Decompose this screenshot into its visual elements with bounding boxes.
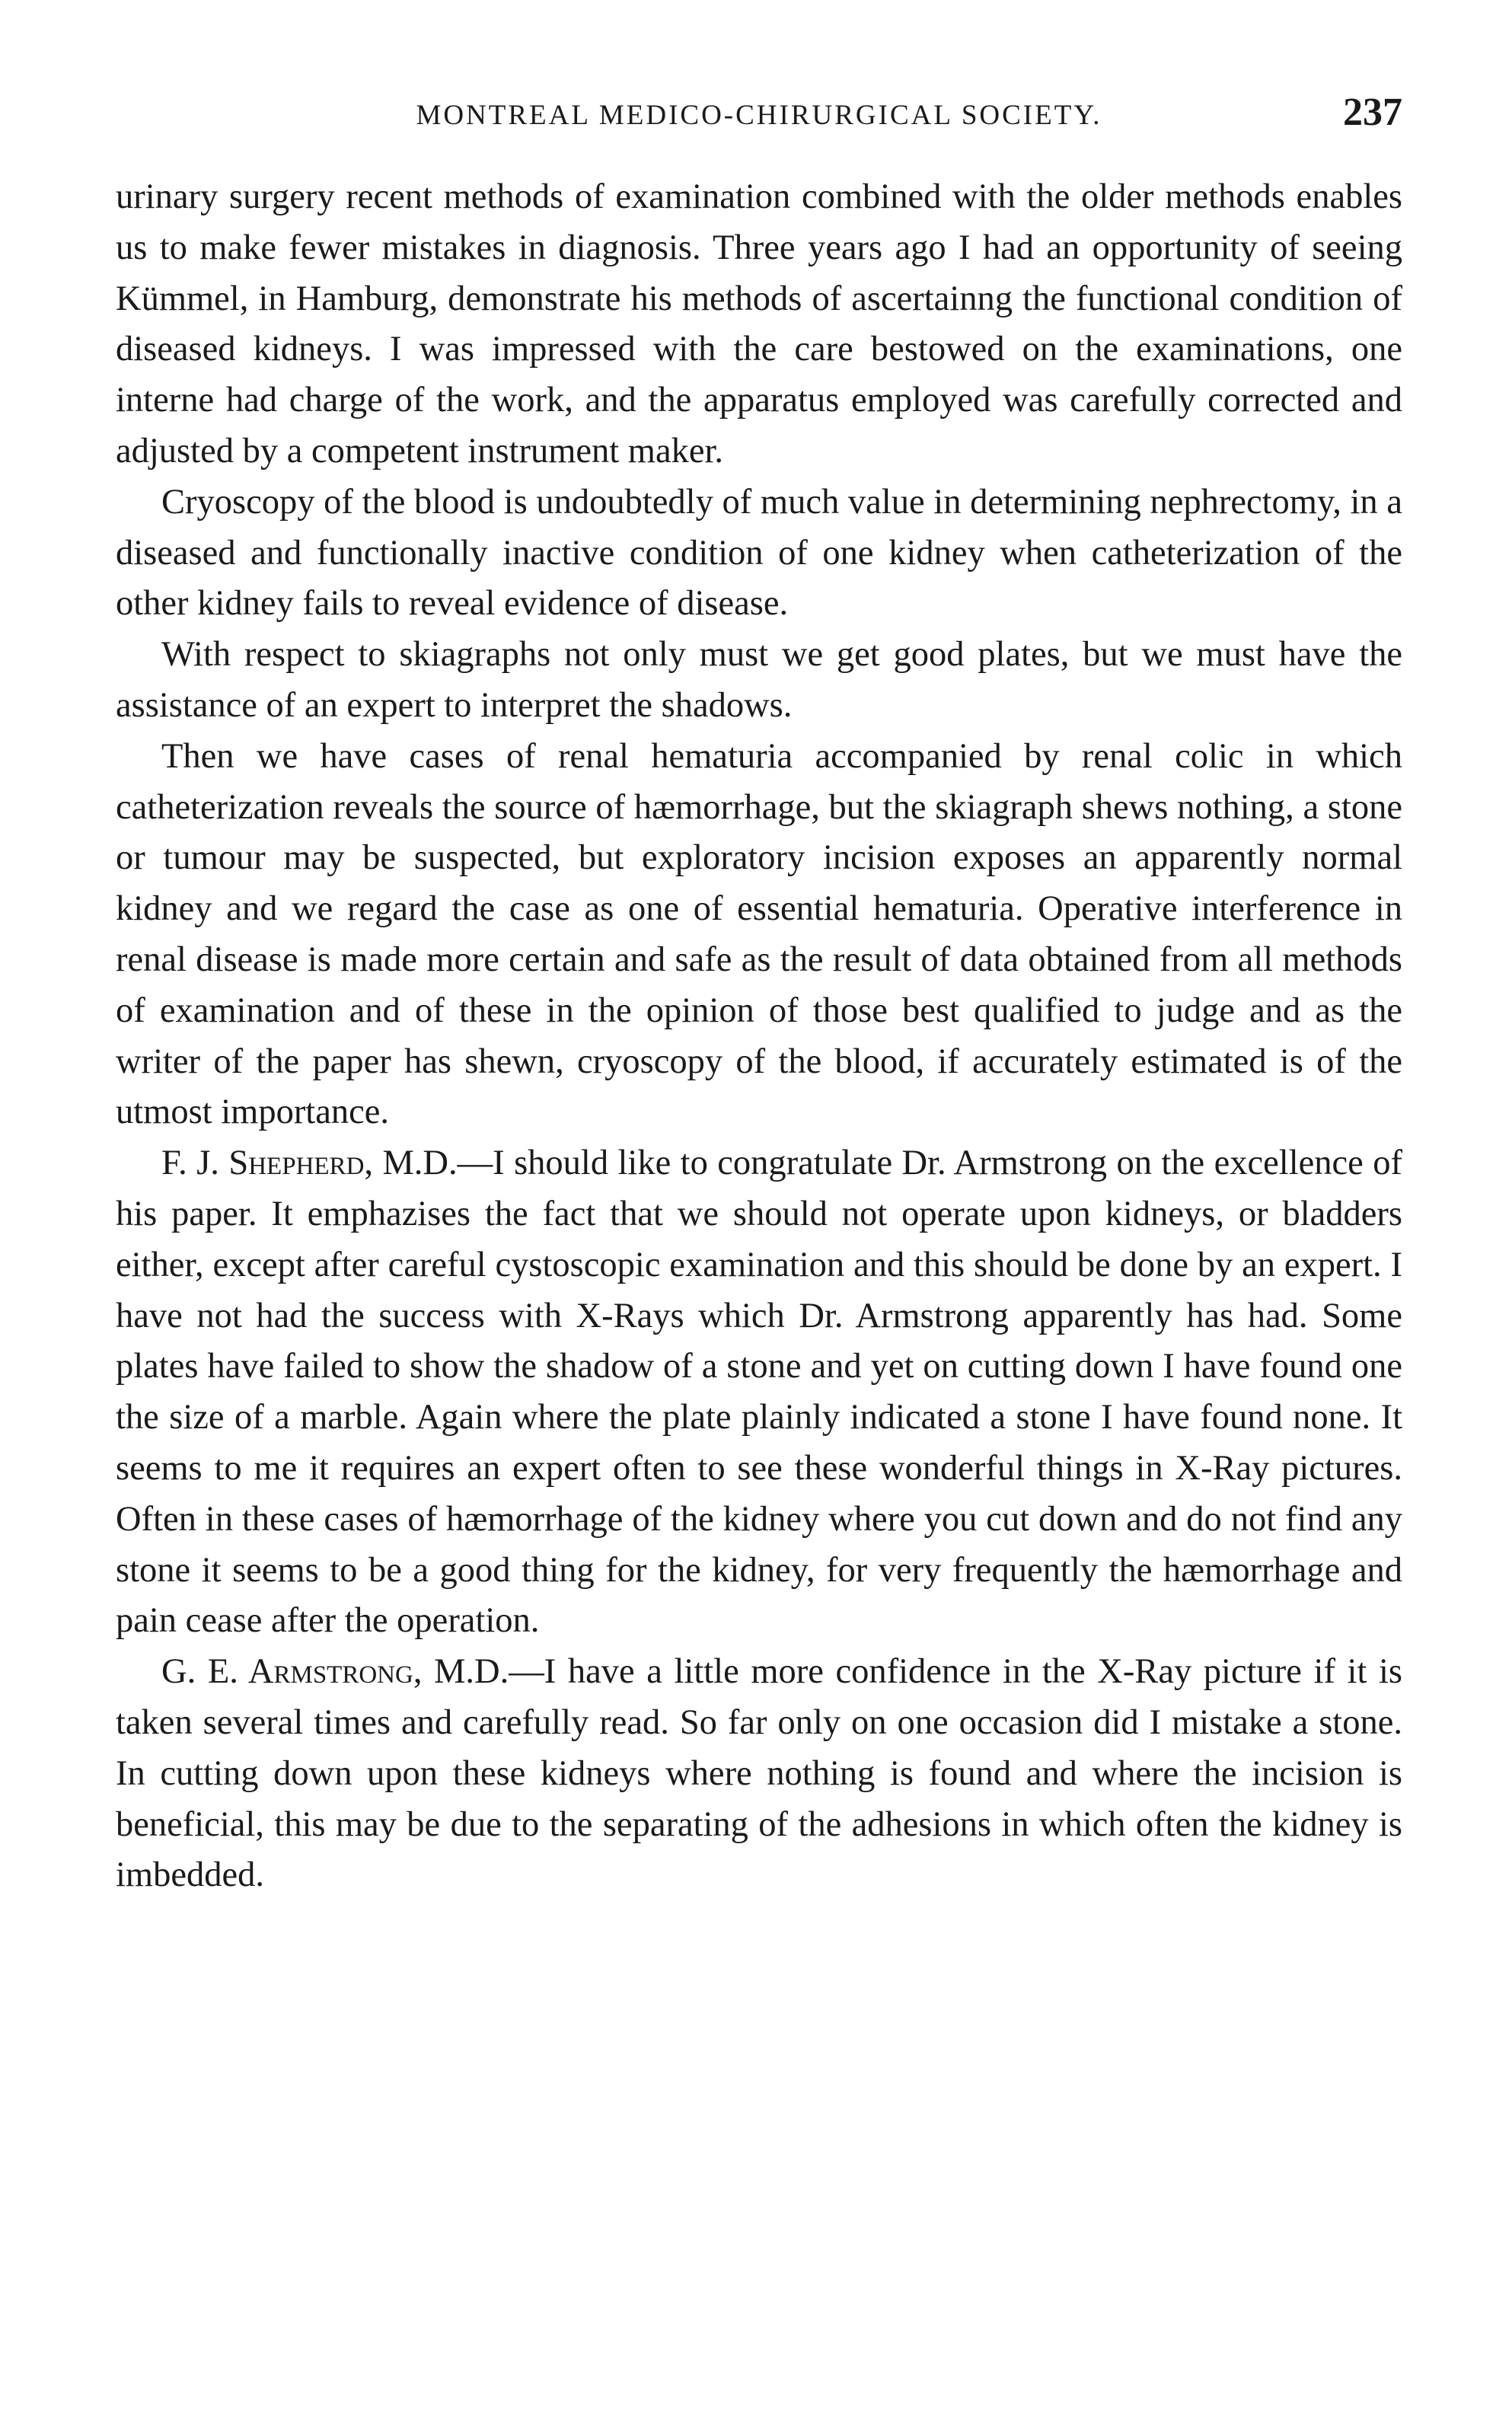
paragraph-text: Cryoscopy of the blood is undoubtedly of much value in determining nephrectomy, in a diseased and functionally inactive condition of one kidney when catheterization of the other kidney fails to reveal evidence of disease. [116,482,1402,624]
paragraph-text: Then we have cases of renal hematuria accompanied by renal colic in which catheterization reveals the source of hæmorrhage, but the skiagraph shews nothing, a stone or tumour may be suspected, but exploratory incision exposes an apparently normal kidney and we regard the case as one of essential hematuria. Operative interference in renal disease is made more certain and safe as the result of data obtained from all methods of examination and of these in the opinion of those best qualified to judge and as the writer of the paper has shewn, cryoscopy of the blood, if accurately estimated is of the utmost importance. [116,736,1402,1132]
paragraph-cryoscopy [116,477,1402,630]
speaker-name: F. J. Shepherd, M.D. [161,1144,458,1183]
page-number: 237 [1343,91,1402,134]
paragraph-text: —I should like to congratulate Dr. Armstrong on the excellence of his paper. It emphazises the fact that we should not operate upon kidneys, or bladders either, except after careful cystoscopic examination and this should be done by an expert. I have not had the success with X-Rays which Dr. Armstrong apparently has had. Some plates have failed to show the shadow of a stone and yet on cutting down I have found one the size of a marble. Again where the plate plainly indicated a stone I have found none. It seems to me it requires an expert often to see these wonderful things in X-Ray pictures. Often in these cases of hæmorrhage of the kidney where you cut down and do not find any stone it seems to be a good thing for the kidney, for very frequently the hæmorrhage and pain cease after the operation. [116,1144,1402,1641]
paragraph-armstrong-remarks [116,1647,1402,1901]
paragraph-shepherd-remarks [116,1138,1402,1647]
paragraph-text: urinary surgery recent methods of examination combined with the older methods enables us to make fewer mistakes in diagnosis. Three years ago I had an opportunity of seeing Kümmel, in Hamburg, demonstrate his methods of ascertainng the functional condition of diseased kidneys. I was impressed with the care bestowed on the examinations, one interne had charge of the work, and the apparatus employed was carefully corrected and adjusted by a competent instrument maker. [116,177,1402,471]
body-text [116,172,1402,1901]
speaker-name: G. E. Armstrong, M.D. [161,1652,509,1692]
paragraph-text: —I have a little more confidence in the X-Ray picture if it is taken several times and carefully read. So far only on one occasion did I mistake a stone. In cutting down upon these kidneys where nothing is found and where the incision is beneficial, this may be due to the separating of the adhesions in which often the kidney is imbedded. [116,1652,1402,1895]
running-title: MONTREAL MEDICO-CHIRURGICAL SOCIETY. [416,100,1102,131]
paragraph-renal-hematuria [116,732,1402,1138]
paragraph-text: With respect to skiagraphs not only must we get good plates, but we must have the assistance of an expert to interpret the shadows. [116,635,1402,725]
paragraph-urinary-surgery [116,172,1402,477]
running-head [116,90,1402,143]
paragraph-skiagraphs [116,630,1402,732]
